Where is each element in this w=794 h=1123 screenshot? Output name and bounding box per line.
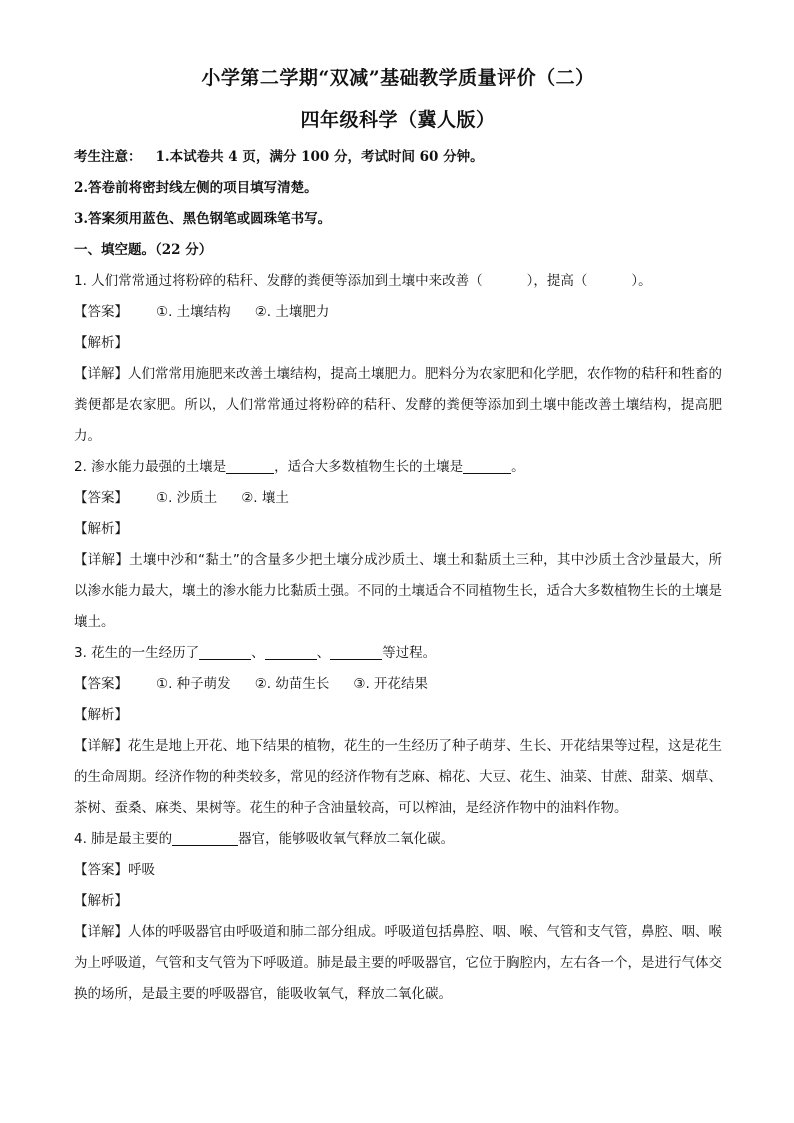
q4-detail-text: 人体的呼吸器官由呼吸道和肺二部分组成。呼吸道包括鼻腔、咽、喉、气管和支气管，鼻腔、咽、喉为上呼吸道，气管和支气管为下呼吸道。肺是最主要的呼吸器官，它位于胸腔内，左右各一个，是进行气体交换的场所，是最主要的呼吸器官，能吸收氧气，释放二氧化碳。 xyxy=(74,924,722,1002)
q1-analysis-label: 【解析】 xyxy=(74,335,128,351)
q4-analysis-label: 【解析】 xyxy=(74,893,128,909)
q2-text-b: ，适合大多数植物生长的土壤是 xyxy=(274,459,464,475)
q2-detail-text: 土壤中沙和“黏土”的含量多少把土壤分成沙质土、壤土和黏质土三种，其中沙质土含沙量最大，所以渗水能力最大，壤土的渗水能力比黏质土强。不同的土壤适合不同植物生长，适合大多数植物生长的土壤是壤土。 xyxy=(74,552,722,630)
q1-detail xyxy=(74,359,722,452)
q1-answer xyxy=(74,297,722,328)
notice-1-text: 1.本试卷共 4 页，满分 100 分，考试时间 60 分钟。 xyxy=(155,149,484,165)
question-2 xyxy=(74,452,722,483)
q1-answer-2: ②. 土壤肥力 xyxy=(254,304,330,320)
detail-label: 【详解】 xyxy=(74,552,130,568)
question-1 xyxy=(74,266,722,297)
q3-sep-2: 、 xyxy=(316,645,331,661)
q3-blank-2 xyxy=(265,643,317,660)
q4-detail xyxy=(74,917,722,1010)
q2-blank-1 xyxy=(226,457,274,474)
notice-label: 考生注意： xyxy=(74,149,142,165)
q4-answer-1: 呼吸 xyxy=(128,862,155,878)
q2-detail xyxy=(74,545,722,638)
q2-answer-1: ①. 沙质土 xyxy=(156,490,218,506)
q2-text-c: 。 xyxy=(511,459,525,475)
answer-label: 【答案】 xyxy=(74,490,128,506)
q4-answer xyxy=(74,855,722,886)
detail-label: 【详解】 xyxy=(74,738,128,754)
answer-label: 【答案】 xyxy=(74,304,128,320)
q2-answer-2: ②. 壤土 xyxy=(241,490,289,506)
q2-text-a: 2. 渗水能力最强的土壤是 xyxy=(74,459,227,475)
page-title: 小学第二学期“双减”基础教学质量评价（二） xyxy=(201,67,595,89)
q1-text-c: ）。 xyxy=(631,273,652,289)
notice-3: 3.答案须用蓝色、黑色钢笔或圆珠笔书写。 xyxy=(74,211,332,227)
q3-answer-2: ②. 幼苗生长 xyxy=(254,676,330,692)
q1-detail-text: 人们常常用施肥来改善土壤结构，提高土壤肥力。肥料分为农家肥和化学肥，农作物的秸秆和牲畜的粪便都是农家肥。所以，人们常常通过将粉碎的秸秆、发酵的粪便等添加到土壤中能改善土壤结构，提高肥力。 xyxy=(74,366,722,444)
q3-detail xyxy=(74,731,722,824)
question-4 xyxy=(74,824,722,855)
q3-blank-3 xyxy=(330,643,382,660)
notice-2: 2.答卷前将密封线左侧的项目填写清楚。 xyxy=(74,180,318,196)
detail-label: 【详解】 xyxy=(74,924,128,940)
q3-detail-text: 花生是地上开花、地下结果的植物，花生的一生经历了种子萌芽、生长、开花结果等过程，这是花生的生命周期。经济作物的种类较多，常见的经济作物有芝麻、棉花、大豆、花生、油菜、甘蔗、甜菜、烟草、茶树、蚕桑、麻类、果树等。花生的种子含油量较高，可以榨油，是经济作物中的油料作物。 xyxy=(74,738,722,816)
section-heading: 一、填空题。（22 分） xyxy=(74,242,213,258)
question-3 xyxy=(74,638,722,669)
q2-blank-2 xyxy=(463,457,511,474)
page-subtitle: 四年级科学（冀人版） xyxy=(300,109,496,131)
q4-text-a: 4. 肺是最主要的 xyxy=(74,831,173,847)
q1-answer-1: ①. 土壤结构 xyxy=(156,304,231,320)
q3-answer-3: ③. 开花结果 xyxy=(353,676,429,692)
q3-text-a: 3. 花生的一生经历了 xyxy=(74,645,200,661)
q1-text-a: 1. 人们常常通过将粉碎的秸秆、发酵的粪便等添加到土壤中来改善（ xyxy=(74,273,483,289)
q3-answer xyxy=(74,669,722,700)
answer-label: 【答案】 xyxy=(74,862,128,878)
q2-answer xyxy=(74,483,722,514)
notice-1 xyxy=(74,142,722,173)
q3-answer-1: ①. 种子萌发 xyxy=(156,676,231,692)
q3-text-c: 等过程。 xyxy=(382,645,437,661)
q4-blank-1 xyxy=(172,829,238,846)
q3-sep-1: 、 xyxy=(251,645,265,661)
answer-label: 【答案】 xyxy=(74,676,128,692)
q1-text-b: ），提高（ xyxy=(526,273,588,289)
q2-analysis-label: 【解析】 xyxy=(74,521,128,537)
q3-blank-1 xyxy=(199,643,251,660)
q3-analysis-label: 【解析】 xyxy=(74,707,128,723)
exam-page xyxy=(74,64,722,1010)
q4-text-c: 器官，能够吸收氧气释放二氧化碳。 xyxy=(238,831,455,847)
detail-label: 【详解】 xyxy=(74,366,128,382)
